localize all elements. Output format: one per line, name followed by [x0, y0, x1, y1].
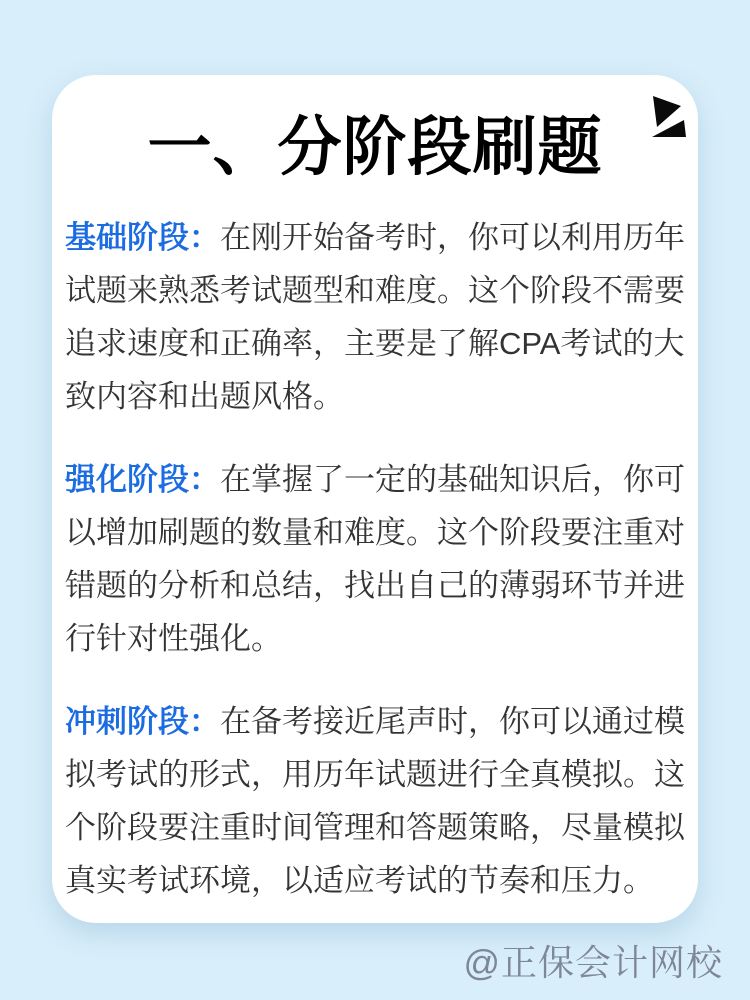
section-basic-phase-label: 基础阶段： [65, 219, 220, 255]
section-sprint-phase-text: 在备考接近尾声时，你可以通过模拟考试的形式，用历年试题进行全真模拟。这个阶段要注重时间管理和答题策略，尽量模拟真实考试环境，以适应考试的节奏和压力。 [65, 703, 685, 898]
section-sprint-phase [65, 695, 685, 907]
section-basic-phase [65, 211, 685, 423]
content-card [52, 75, 698, 923]
section-sprint-phase-label: 冲刺阶段： [65, 703, 220, 739]
section-reinforce-phase-label: 强化阶段： [65, 461, 220, 497]
section-basic-phase-text: 在刚开始备考时，你可以利用历年试题来熟悉考试题型和难度。这个阶段不需要追求速度和正确率，主要是了解CPA考试的大致内容和出题风格。 [65, 219, 685, 414]
flash-triangles-icon [650, 93, 688, 141]
section-reinforce-phase [65, 453, 685, 665]
section-reinforce-phase-text: 在掌握了一定的基础知识后，你可以增加刷题的数量和难度。这个阶段要注重对错题的分析和总结，找出自己的薄弱环节并进行针对性强化。 [65, 461, 685, 656]
page-title: 一、分阶段刷题 [147, 111, 603, 183]
watermark: @正保会计网校 [463, 942, 723, 983]
